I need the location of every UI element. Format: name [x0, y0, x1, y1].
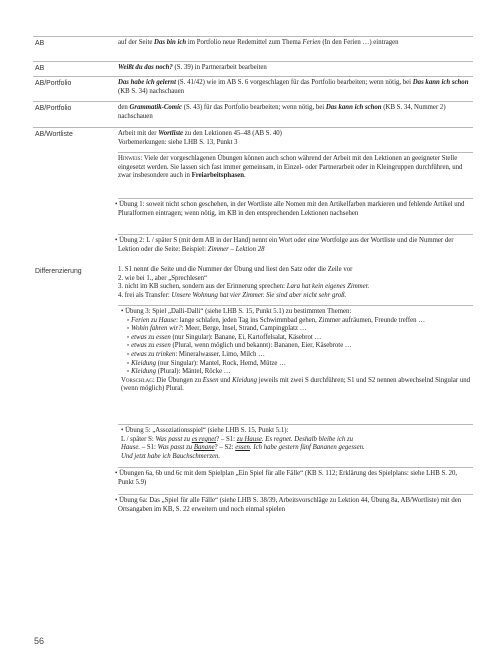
hinweis-title: Hinweis:	[118, 155, 143, 162]
row-text: Arbeit mit der Wortliste zu den Lektionen 45–48 (AB S. 40) Vorbemerkungen: siehe LHB S. 13, Punkt 3	[118, 130, 282, 146]
row-label: AB	[35, 65, 45, 72]
list-item: ▫ Wohin fahren wir?: Meer, Berge, Insel, Strand, Campingplatz …	[127, 325, 307, 333]
table-row	[33, 127, 473, 152]
list-item: 2. wie bei 1., aber „Sprechlesen“	[118, 274, 208, 282]
row-label: AB/Wortliste	[35, 131, 73, 138]
list-item: ▫ etwas zu trinken: Mineralwasser, Limo, Milch …	[127, 350, 265, 358]
table-row	[33, 76, 473, 101]
exercise-6a: • Übung 6a: Das „Spiel für alle Fälle“ (siehe LHB S. 38/39, Arbeitsvorschläge zu Lektion 44, Übung 8a, AB/Wortliste) mit den Ortsangaben im KB, S. 22 erweitern und noch einmal spielen	[118, 494, 473, 529]
page-number: 56	[34, 636, 45, 646]
differenzierung-list	[118, 263, 473, 303]
hinweis-box: Hinweis: Viele der vorgeschlagenen Übungen können auch schon während der Arbeit mit den Lektionen an geeigneter Stelle eingesetzt werden. Sie lassen sich fast immer gemeinsam, in Einzel- oder Partnerarbeit oder in Kleingruppen durchführen, und zwar insbesondere auch in Freiarbeitsphasen.	[118, 152, 473, 197]
exercise-1	[115, 198, 473, 233]
table-row	[33, 61, 473, 76]
row-label: AB/Portfolio	[35, 105, 72, 112]
exercise-text: • Übung 1: soweit nicht schon geschehen, in der Wortliste alle Nomen mit den Artikelfarben markieren und fehlende Artikel und Pluralformen eintragen; wenn nötig, im KB in den entsprechenden Lektionen nachsehen	[115, 201, 465, 217]
exercise-5: • Übung 5: „Assoziationsspiel“ (siehe LHB S. 15, Punkt 5.1): L / später S: Was passt zu es regnet? – S1: zu Hause. Es regnet. Deshalb bleibe ich zu Hause. – S1: Was passt zu Banane? – S2: essen. Ich habe gestern fünf Bananen gegessen. Und jetzt habe ich Bauchschmerzen.	[118, 424, 473, 467]
list-item: 4. frei als Transfer: Unsere Wohnung hat vier Zimmer. Sie sind aber nicht sehr groß.	[118, 291, 347, 299]
row-label: AB/Portfolio	[35, 80, 72, 87]
exercise-6: • Übungen 6a, 6b und 6c mit dem Spielplan „Ein Spiel für alle Fälle“ (KB S. 112; Erklärung des Spielplans: siehe LHB S. 20, Punkt 5.9)	[118, 467, 473, 494]
list-item: ▫ etwas zu essen (Plural, wenn möglich und bekannt): Bananen, Eier, Käsebrote …	[127, 342, 352, 350]
table-row	[33, 101, 473, 126]
row-text: Das habe ich gelernt (S. 41/42) wie im AB S. 6 vorgeschlagen für das Portfolio bearbeiten; wenn nötig, bei Das kann ich schon (KB S. 34) nachschauen	[118, 79, 469, 95]
table-row	[33, 36, 473, 61]
vorschlag: Vorschlag: Die Übungen zu Essen und Kleidung jeweils mit zwei S durchführen; S1 und S2 nennen abwechselnd Singular und (wenn möglich) Plural.	[121, 376, 471, 393]
list-item: ▫ Kleidung (Plural): Mäntel, Röcke …	[127, 368, 231, 376]
row-text: auf der Seite Das bin ich im Portfolio neue Redemittel zum Thema Ferien (In den Ferien …) eintragen	[118, 39, 399, 46]
list-item: 3. nicht im KB suchen, sondern aus der Erinnerung sprechen: Lara hat kein eigenes Zimmer.	[118, 283, 370, 291]
row-text: Weißt du das noch? (S. 39) in Partnerarbeit bearbeiten	[118, 64, 267, 71]
list-item: 1. S1 nennt die Seite und die Nummer der Übung und liest den Satz oder die Zeile vor	[118, 266, 353, 273]
row-label: AB	[35, 40, 45, 47]
list-item: ▫ Kleidung (nur Singular): Mantel, Rock, Hemd, Mütze …	[127, 359, 286, 367]
list-item: ▫ Ferien zu Hause: lange schlafen, jeden Tag ins Schwimmbad gehen, Zimmer aufräumen, Freunde treffen …	[127, 316, 426, 324]
exercise-3: • Übung 3: Spiel „Dalli-Dalli“ (siehe LHB S. 15, Punkt 5.1) zu bestimmten Themen: ▫ Ferien zu Hause: lange schlafen, jeden Tag ins Schwimmbad gehen, Zimmer aufräumen, Freunde treffen … ▫ Wohin fahren wir?: Meer, Berge, Insel, Strand, Campingplatz … ▫ etwas zu essen (nur Singular): Banane, Ei, Kartoffelsalat, Käsebrot … ▫ etwas zu essen (Plural, wenn möglich und bekannt): Bananen, Eier, Käsebrote … ▫ etwas zu trinken: Mineralwasser, Limo, Milch … ▫ Kleidung (nur Singular): Mantel, Rock, Hemd, Mütze … ▫ Kleidung (Plural): Mäntel, Röcke … Vorschlag: Die Übungen zu Essen und Kleidung jeweils mit zwei S durchführen; S1 und S2 nennen abwechselnd Singular und (wenn möglich) Plural.	[118, 305, 473, 406]
row-text: den Grammatik-Comic (S. 43) für das Portfolio bearbeiten; wenn nötig, bei Das kann ich schon (KB S. 34, Nummer 2) nachschauen	[118, 104, 446, 120]
exercise-2	[115, 234, 473, 261]
row-label: Differenzierung	[35, 268, 82, 275]
list-item: ▫ etwas zu essen (nur Singular): Banane, Ei, Kartoffelsalat, Käsebrot …	[127, 333, 322, 341]
exercise-text: • Übung 2: L / später S (mit dem AB in der Hand) nennt ein Wort oder eine Wortfolge aus der Wortliste und die Nummer der Lektion oder die Seite: Beispiel: Zimmer – Lektion 28	[115, 237, 454, 253]
